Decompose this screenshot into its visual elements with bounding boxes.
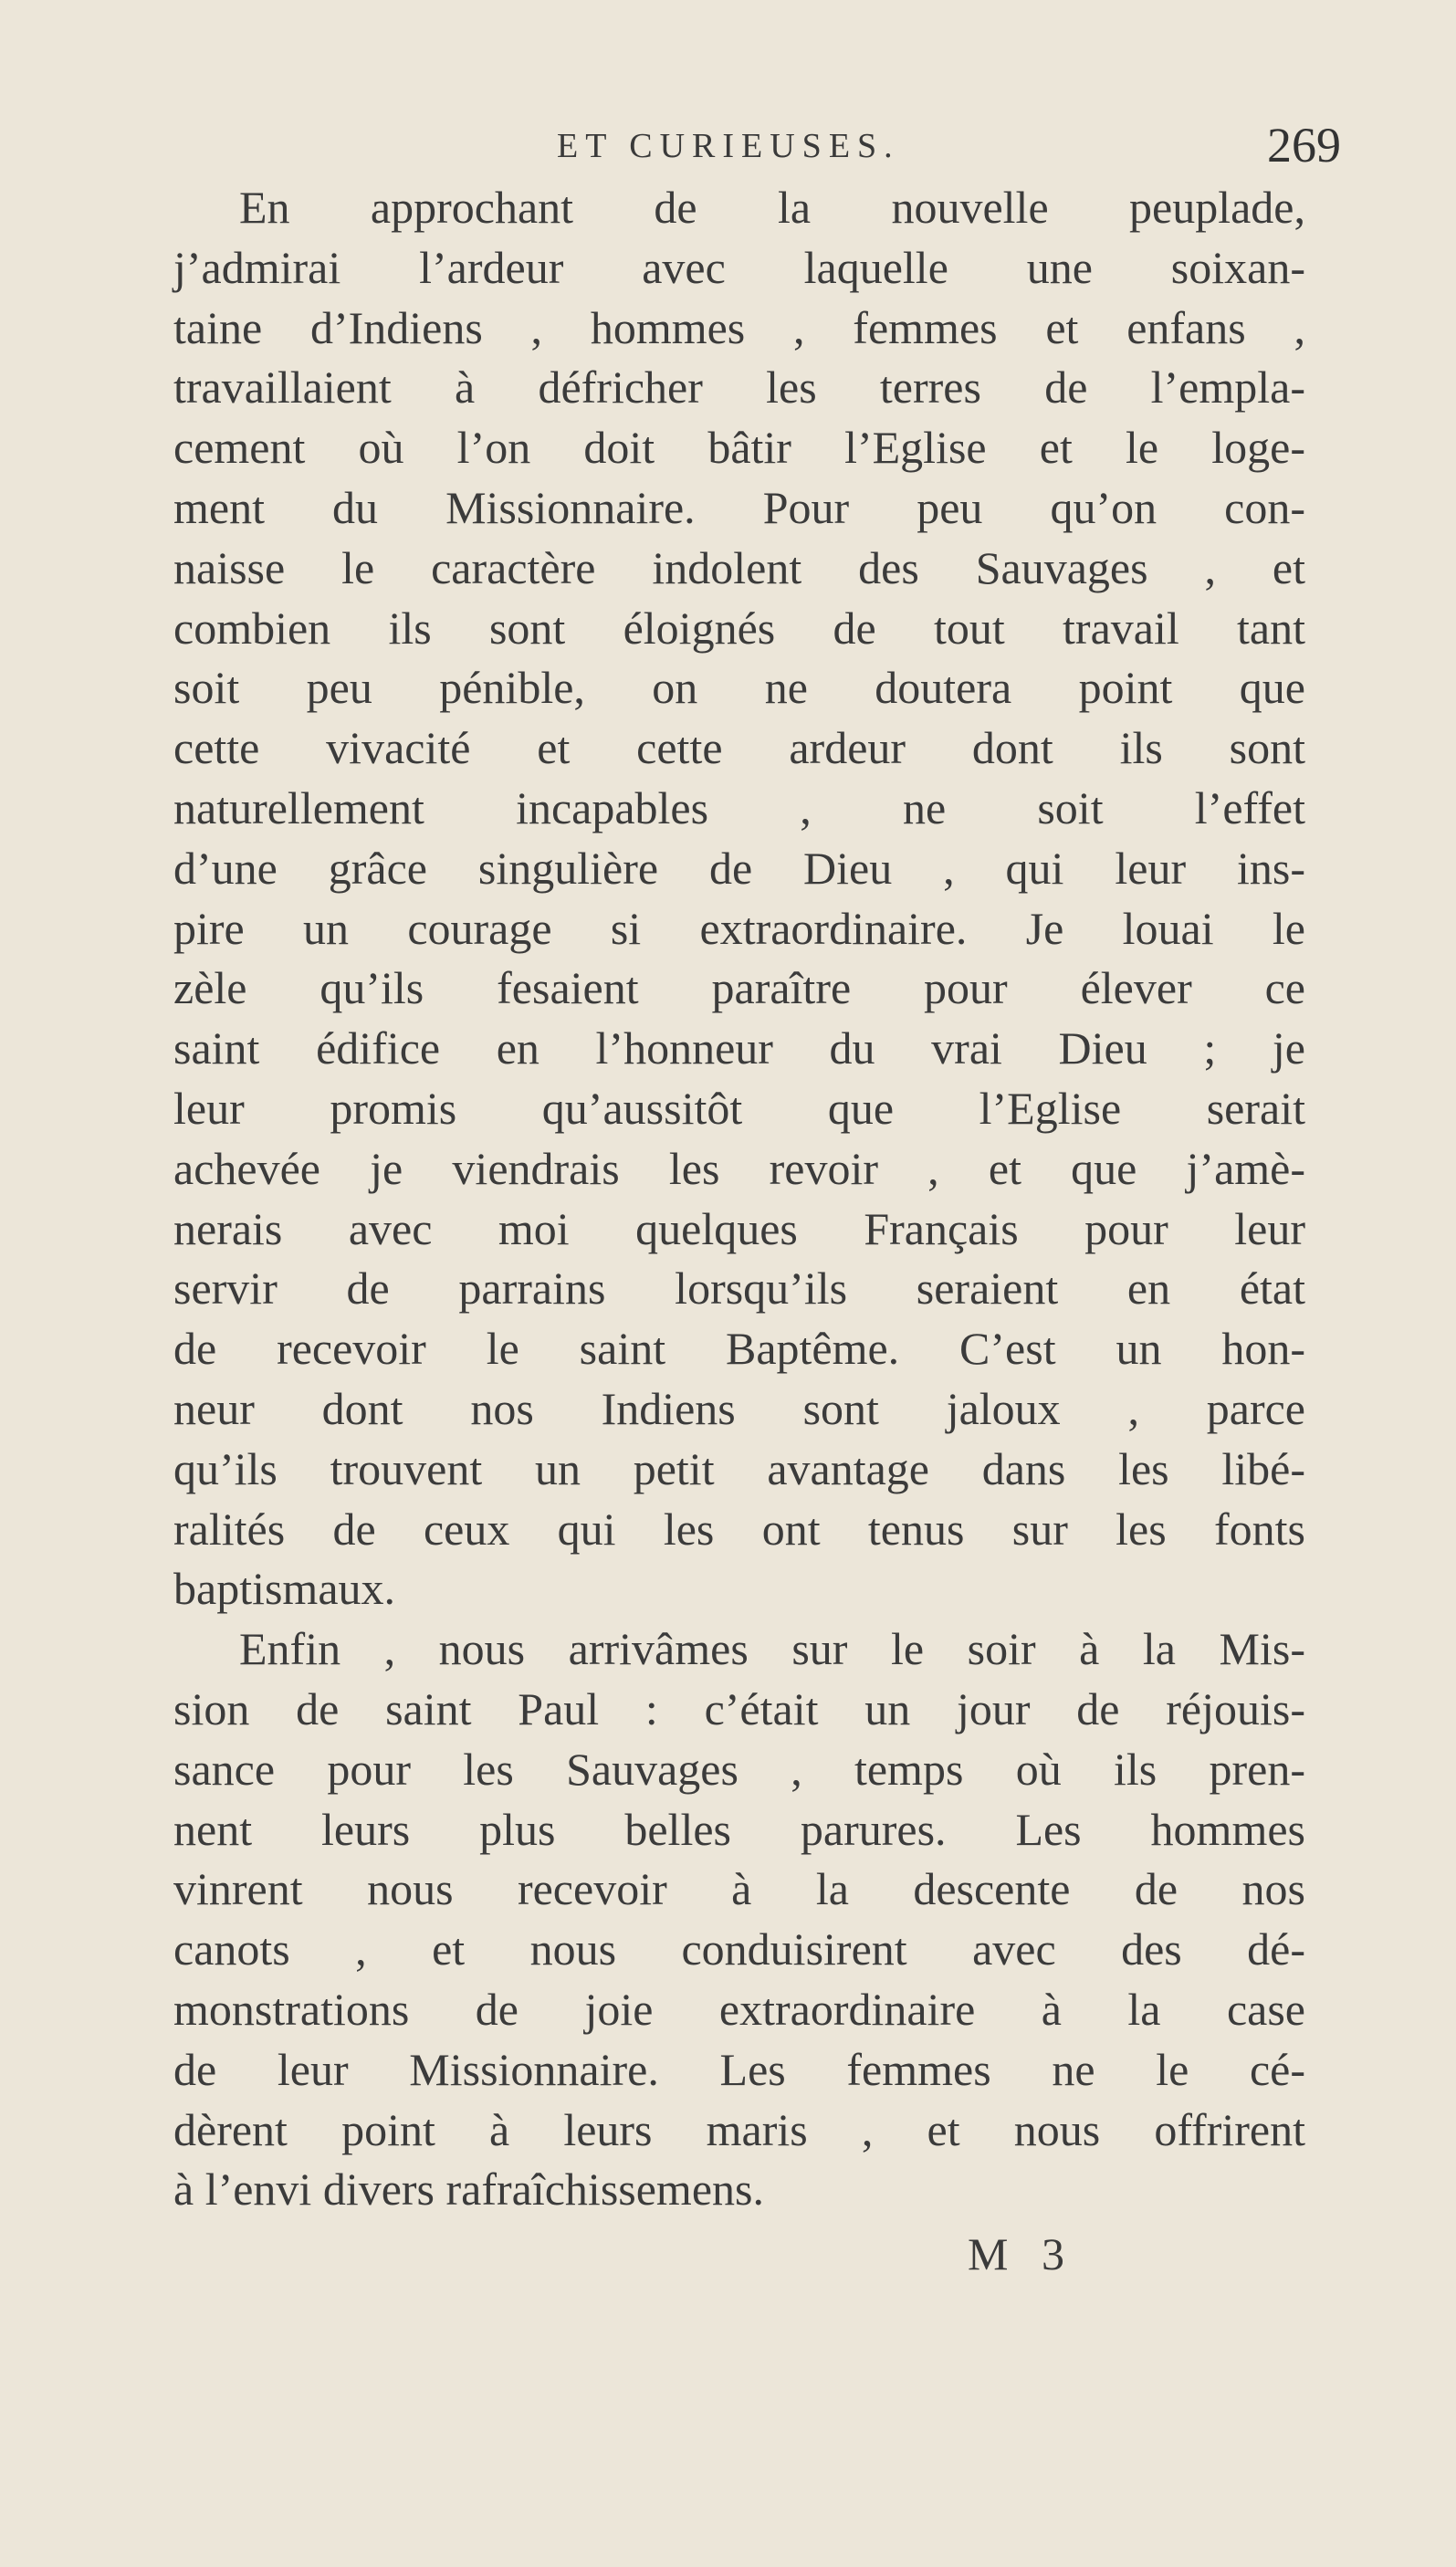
text-line: travaillaient à défricher les terres de l’empla-	[173, 361, 1305, 414]
text-line: soit peu pénible, on ne doutera point que	[173, 662, 1305, 714]
text-line: servir de parrains lorsqu’ils seraient en état	[173, 1263, 1305, 1315]
text-line: j’admirai l’ardeur avec laquelle une soixan-	[173, 241, 1305, 293]
text-line: naisse le caractère indolent des Sauvages , et	[173, 541, 1305, 593]
body-text	[173, 178, 1305, 2220]
text-line: ment du Missionnaire. Pour peu qu’on con-	[173, 481, 1305, 533]
text-line: dèrent point à leurs maris , et nous offrirent	[173, 2103, 1305, 2155]
text-line: zèle qu’ils fesaient paraître pour élever ce	[173, 962, 1305, 1014]
text-line: monstrations de joie extraordinaire à la case	[173, 1983, 1305, 2035]
text-line: saint édifice en l’honneur du vrai Dieu ; je	[173, 1022, 1305, 1074]
text-line: sance pour les Sauvages , temps où ils pren-	[173, 1743, 1305, 1795]
text-line: achevée je viendrais les revoir , et que j’amè-	[173, 1142, 1305, 1194]
text-line: de recevoir le saint Baptême. C’est un hon-	[173, 1323, 1305, 1375]
text-line: leur promis qu’aussitôt que l’Eglise serait	[173, 1082, 1305, 1134]
text-line: nerais avec moi quelques Français pour leur	[173, 1202, 1305, 1254]
text-line: canots , et nous conduisirent avec des dé-	[173, 1923, 1305, 1975]
paragraph-1	[173, 178, 1305, 1619]
text-line: qu’ils trouvent un petit avantage dans les libé-	[173, 1442, 1305, 1494]
running-head: ET CURIEUSES.	[557, 127, 900, 165]
page-number: 269	[1267, 118, 1341, 173]
signature-mark: M 3	[968, 2228, 1075, 2279]
text-line: baptismaux.	[173, 1563, 396, 1615]
text-line: sion de saint Paul : c’était un jour de réjouis-	[173, 1682, 1305, 1734]
text-line: cement où l’on doit bâtir l’Eglise et le loge-	[173, 422, 1305, 474]
text-line: ralités de ceux qui les ont tenus sur les fonts	[173, 1503, 1305, 1555]
text-line: combien ils sont éloignés de tout travail tant	[173, 602, 1305, 654]
text-line: nent leurs plus belles parures. Les hommes	[173, 1803, 1305, 1855]
text-line: cette vivacité et cette ardeur dont ils sont	[173, 722, 1305, 774]
text-line: naturellement incapables , ne soit l’effet	[173, 781, 1305, 833]
text-line: Enfin , nous arrivâmes sur le soir à la Mis-	[239, 1623, 1305, 1675]
text-line: à l’envi divers rafraîchissemens.	[173, 2164, 764, 2216]
text-line: neur dont nos Indiens sont jaloux , parce	[173, 1382, 1305, 1434]
text-line: de leur Missionnaire. Les femmes ne le cé-	[173, 2043, 1305, 2095]
text-line: vinrent nous recevoir à la descente de nos	[173, 1863, 1305, 1915]
text-line: taine d’Indiens , hommes , femmes et enfans ,	[173, 301, 1305, 353]
paragraph-2	[173, 1619, 1305, 2220]
text-line: d’une grâce singulière de Dieu , qui leur ins-	[173, 842, 1305, 894]
text-line: pire un courage si extraordinaire. Je louai le	[173, 902, 1305, 954]
text-line: En approchant de la nouvelle peuplade,	[239, 182, 1305, 233]
